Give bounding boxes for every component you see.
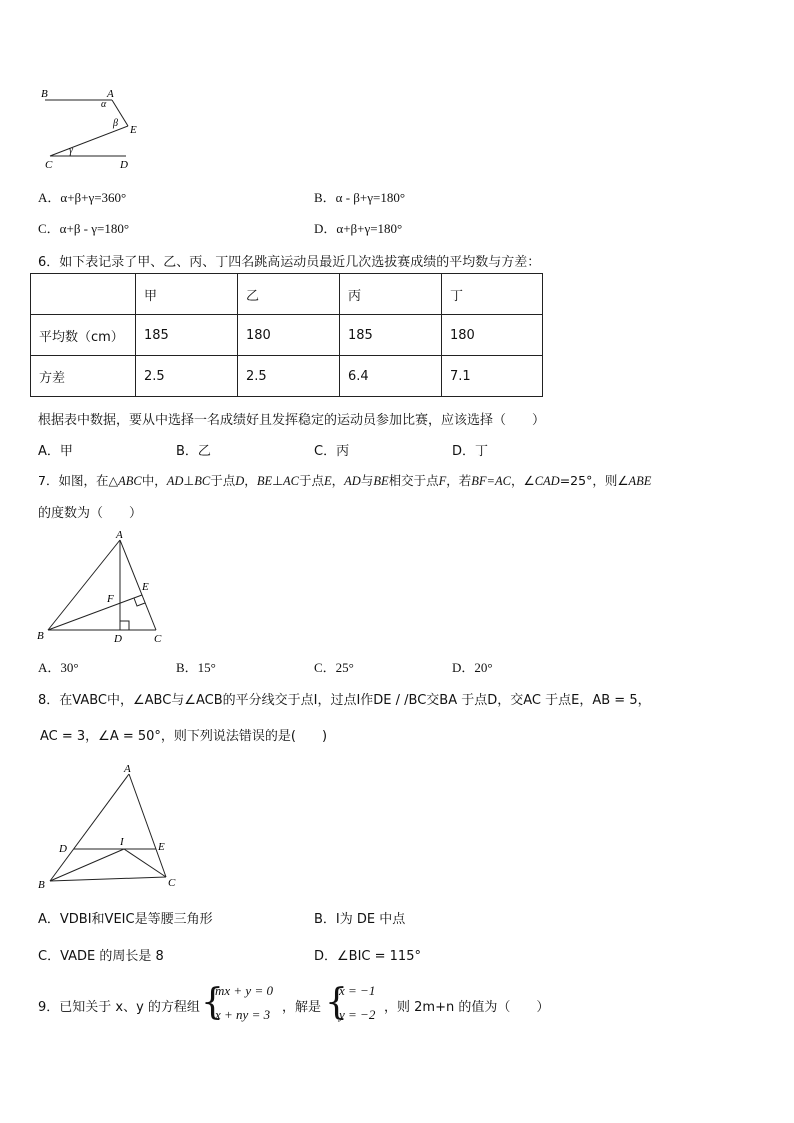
side-ac <box>129 774 166 877</box>
q9-stem-pre: 9．已知关于 x、y 的方程组 <box>38 1000 200 1015</box>
q9-solution-x: x = −1 <box>339 983 376 998</box>
label-e: E <box>142 581 149 593</box>
label-f: F <box>107 593 114 605</box>
label-d: D <box>120 159 128 171</box>
label-i: I <box>120 836 124 848</box>
q5-figure <box>36 84 146 172</box>
q7-text: 于点 <box>210 473 236 488</box>
q7-var-e: E <box>323 474 332 488</box>
label-e: E <box>130 124 137 136</box>
table-header-cell: 丁 <box>442 274 543 315</box>
q7-perp-symbol: ⊥ <box>183 473 195 488</box>
q6-stem: 6．如下表记录了甲、乙、丙、丁四名跳高运动员最近几次选拔赛成绩的平均数与方差： <box>38 255 541 270</box>
q7-stem-line1 <box>38 471 651 489</box>
q7-stem-line2: 的度数为（ ） <box>38 506 143 521</box>
label-a: A <box>124 763 131 775</box>
q8-option-d[interactable]: D．∠BIC = 115° <box>314 949 421 964</box>
table-header-cell: 乙 <box>238 274 340 315</box>
q9-equation-1: mx + y = 0 <box>215 983 273 998</box>
q7-var-ad: AD <box>166 474 184 488</box>
label-e: E <box>158 841 165 853</box>
q7-text: 与 <box>360 473 374 488</box>
label-b: B <box>37 630 44 642</box>
label-d: D <box>114 633 122 645</box>
q6-score-table <box>30 273 543 397</box>
q8-option-a[interactable]: A．VDBI和VEIC是等腰三角形 <box>38 912 213 927</box>
table-header-cell: 甲 <box>136 274 238 315</box>
q6-option-c[interactable]: C．丙 <box>314 444 350 459</box>
q6-option-a[interactable]: A．甲 <box>38 444 73 459</box>
label-a: A <box>107 88 114 100</box>
table-cell: 2.5 <box>136 356 238 397</box>
bisector-ci <box>124 849 166 877</box>
q7-var-abe: ABE <box>628 474 652 488</box>
q7-text: ，∠ <box>510 473 535 488</box>
q7-text: 相交于点 <box>388 473 439 488</box>
q8-figure <box>34 760 194 895</box>
q9-equation-2: x + ny = 3 <box>215 1007 271 1022</box>
q7-var-f: F <box>438 474 447 488</box>
q7-var-be: BE <box>256 474 273 488</box>
q6-option-b[interactable]: B．乙 <box>176 444 211 459</box>
table-cell: 180 <box>238 315 340 356</box>
table-header-cell: 丙 <box>340 274 442 315</box>
table-row <box>31 356 543 397</box>
q7-option-b[interactable]: B．15° <box>176 660 216 675</box>
q7-text: 7．如图，在△ <box>38 473 119 488</box>
label-d: D <box>59 843 67 855</box>
q9-solution-y: y = −2 <box>339 1007 376 1022</box>
q7-var-d: D <box>235 474 245 488</box>
label-b: B <box>38 879 45 891</box>
label-c: C <box>45 159 53 171</box>
q8-stem-line1: 8．在VABC中，∠ABC与∠ACB的平分线交于点I，过点I作DE / /BC交BA 于点D，交AC 于点E，AB = 5， <box>38 693 651 708</box>
q7-var-abc: ABC <box>118 474 142 488</box>
table-cell: 平均数（cm） <box>31 315 136 356</box>
q5-option-b[interactable]: B．α - β+γ=180° <box>314 190 406 205</box>
q5-option-a[interactable]: A．α+β+γ=360° <box>38 190 127 205</box>
left-brace-icon: { <box>325 982 348 1023</box>
table-cell: 185 <box>136 315 238 356</box>
side-ac <box>120 540 156 630</box>
label-alpha: α <box>101 99 107 110</box>
q7-text: 于点 <box>298 473 324 488</box>
q8-option-b[interactable]: B．I为 DE 中点 <box>314 912 406 927</box>
q7-var-bc: BC <box>194 474 211 488</box>
table-cell: 185 <box>340 315 442 356</box>
q7-option-d[interactable]: D．20° <box>452 660 493 675</box>
q8-option-c[interactable]: C．VADE 的周长是 8 <box>38 949 164 964</box>
label-c: C <box>154 633 162 645</box>
q5-option-c[interactable]: C．α+β - γ=180° <box>38 221 130 236</box>
label-gamma: γ <box>69 145 73 156</box>
q7-text: ， <box>244 473 257 488</box>
q7-text: ， <box>331 473 345 488</box>
q9-stem-post: ，则 2m+n 的值为（ ） <box>384 1000 550 1015</box>
q7-option-a[interactable]: A．30° <box>38 660 79 675</box>
q6-question: 根据表中数据，要从中选择一名成绩好且发挥稳定的运动员参加比赛，应该选择（ ） <box>38 413 546 428</box>
table-cell: 6.4 <box>340 356 442 397</box>
q7-perp-symbol: ⊥ <box>272 473 283 488</box>
q7-var-be: BE <box>373 474 389 488</box>
table-cell: 7.1 <box>442 356 543 397</box>
q7-figure <box>34 528 174 648</box>
q7-option-c[interactable]: C．25° <box>314 660 354 675</box>
q7-var-cad: CAD <box>534 474 560 488</box>
side-ab <box>50 774 129 881</box>
q7-var-bfac: BF=AC <box>471 474 511 488</box>
q6-option-d[interactable]: D．丁 <box>452 444 489 459</box>
label-c: C <box>168 877 176 889</box>
table-row <box>31 274 543 315</box>
table-cell: 方差 <box>31 356 136 397</box>
q7-var-ad: AD <box>344 474 361 488</box>
q8-stem-line2: AC = 3，∠A = 50°，则下列说法错误的是( ) <box>40 729 328 744</box>
q9-stem-mid: ，解是 <box>282 1000 322 1015</box>
table-cell: 180 <box>442 315 543 356</box>
q7-var-ac: AC <box>282 474 299 488</box>
q7-text: ，若 <box>446 473 472 488</box>
table-header-cell <box>31 274 136 315</box>
q7-text: 中， <box>141 473 167 488</box>
side-bc <box>50 877 166 881</box>
table-row <box>31 315 543 356</box>
table-cell: 2.5 <box>238 356 340 397</box>
label-a: A <box>116 529 123 541</box>
q5-option-d[interactable]: D．α+β+γ=180° <box>314 221 403 236</box>
line-ec <box>50 126 128 156</box>
label-beta: β <box>113 118 118 129</box>
left-brace-icon: { <box>201 982 224 1023</box>
label-b: B <box>41 88 48 100</box>
q7-text: =25°，则∠ <box>559 473 629 488</box>
right-angle-d <box>120 621 129 630</box>
